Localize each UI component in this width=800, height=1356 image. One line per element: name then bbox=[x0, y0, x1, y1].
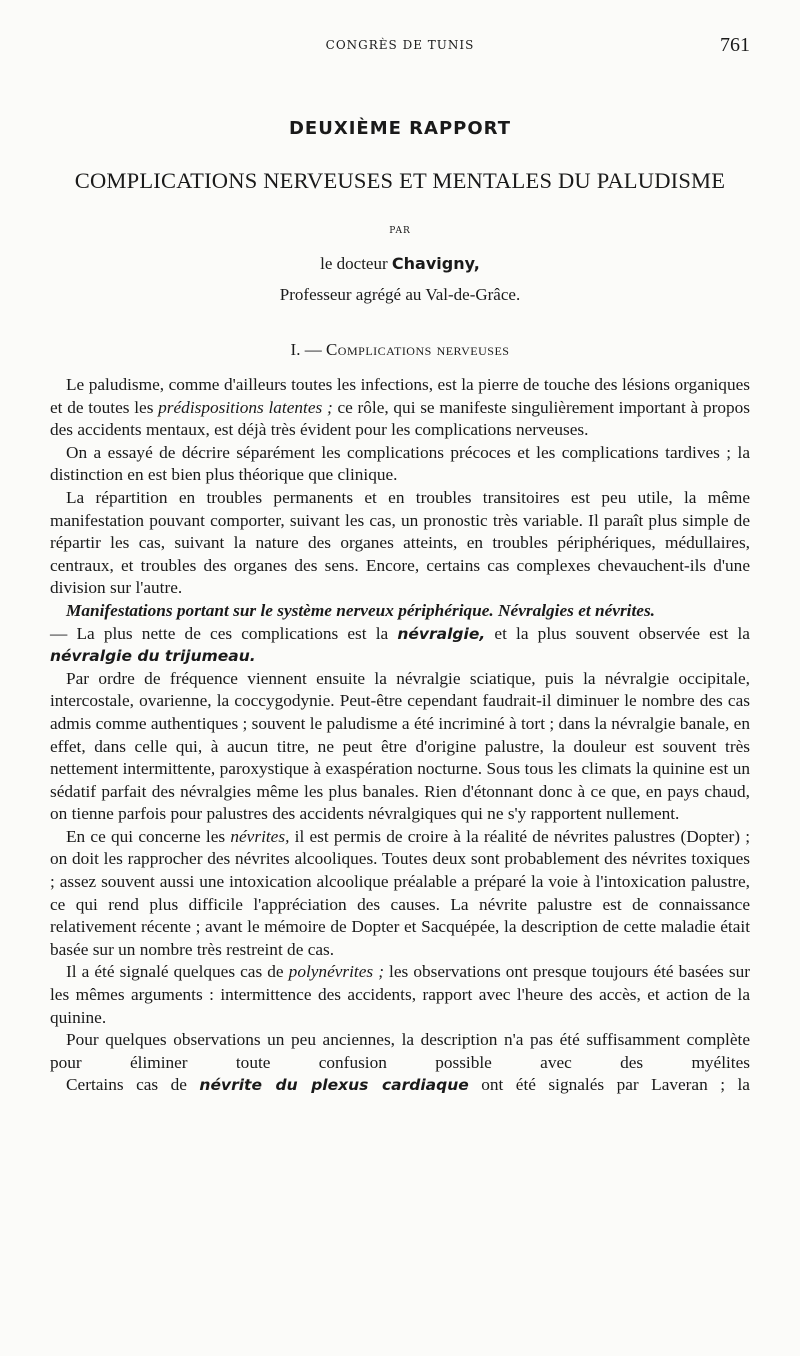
paragraph-7-text-a: En ce qui concerne les bbox=[66, 826, 231, 846]
paragraph-9: Pour quelques observations un peu anciennes, la description n'a pas été suffisamment complète pour éliminer toute confusion possible avec des myélites bbox=[50, 1030, 750, 1072]
paragraph-5-text-c: et la plus souvent observée est la bbox=[485, 623, 750, 643]
paragraph-5-text-a: — La plus nette de ces complications est la bbox=[50, 623, 398, 643]
paragraph-8-text-c: les observations ont presque toujours été basées sur les mêmes arguments : intermittence des accidents, rapport avec l'heure des accès, et action de la quinine. bbox=[50, 962, 750, 1027]
paragraph-2: On a essayé de décrire séparément les complications précoces et les complications tardives ; la distinction en est bien plus théorique que clinique. bbox=[50, 442, 750, 485]
body-text bbox=[50, 374, 750, 1097]
paragraph-5-bold-italic-1: névralgie, bbox=[397, 624, 486, 643]
paragraph-10-text-a: Certains cas de bbox=[66, 1075, 200, 1095]
report-title: COMPLICATIONS NERVEUSES ET MENTALES DU PALUDISME bbox=[74, 168, 726, 193]
author-line bbox=[0, 254, 800, 274]
paragraph-8-italic: polynévrites ; bbox=[288, 962, 384, 982]
running-head bbox=[0, 34, 800, 58]
by-line: PAR bbox=[389, 226, 411, 236]
page-number: 761 bbox=[720, 34, 750, 56]
report-number: DEUXIÈME RAPPORT bbox=[288, 118, 511, 139]
running-title: CONGRÈS DE TUNIS bbox=[325, 38, 475, 52]
paragraph-7-text-c: il est permis de croire à la réalité de névrites palustres (Dopter) ; on doit les rapprocher des névrites alcooliques. Toutes deux sont probablement des névrites toxiques ; assez souvent aussi une intoxication alcoolique préalable a préparé la voie à l'intoxication palustre, ce qui rend plus difficile l'appréciation des causes. La névrite palustre est de connaissance relativement récente ; avant le mémoire de Dopter et Sacquépée, la description de cette maladie était basée sur un nombre très restreint de cas. bbox=[50, 826, 750, 959]
paragraph-5-bold-italic-2: névralgie du trijumeau. bbox=[50, 647, 256, 666]
paragraph-7-italic: névrites, bbox=[230, 826, 290, 846]
paragraph-10-text-c: ont été signalés par Laveran ; la bbox=[468, 1075, 750, 1095]
paragraph-8 bbox=[50, 961, 750, 1029]
paragraph-5 bbox=[50, 623, 750, 668]
author-prefix: le docteur bbox=[320, 254, 392, 273]
paragraph-1 bbox=[50, 374, 750, 442]
paragraph-10-bold-italic: névrite du plexus cardiaque bbox=[199, 1076, 469, 1095]
author-name: Chavigny, bbox=[391, 254, 480, 273]
paragraph-1-text-a: Le paludisme, comme d'ailleurs toutes les infections, est la pierre de touche des lésions organiques et de toutes les bbox=[50, 375, 750, 417]
paragraph-1-italic: prédispositions latentes ; bbox=[158, 397, 333, 417]
paragraph-3: La répartition en troubles permanents et en troubles transitoires est peu utile, la même manifestation pouvant comporter, suivant les cas, un pronostic très variable. Il paraît plus simple de répartir les cas, suivant la nature des organes atteints, en troubles périphériques, médullaires, centraux, et troubles des organes des sens. Encore, certains cas complexes chevauchent-ils d'une division sur l'autre. bbox=[50, 487, 750, 598]
paragraph-6: Par ordre de fréquence viennent ensuite la névralgie sciatique, puis la névralgie occipitale, intercostale, ovarienne, la coccygodynie. Peut-être cependant faudrait-il diminuer le nombre des cas admis comme authentiques ; souvent le paludisme a été incriminé à tort ; dans la névralgie banale, en effet, dans celle qui, à aucun titre, ne peut être d'origine palustre, la douleur est souvent très nettement intermittente, paroxystique à exaspération nocturne. Sous tous les climats la quinine est un sédatif parfait des névralgies même les plus banales. Rien d'étonnant donc à ce que, en pays chaud, on tienne parfois pour palustres des accidents névralgiques qui ne s'y rapportent nullement. bbox=[50, 668, 750, 824]
section-number: I. — bbox=[290, 340, 326, 359]
paragraph-8-text-a: Il a été signalé quelques cas de bbox=[66, 962, 289, 982]
subsection-heading: Manifestations portant sur le système nerveux périphérique. Névralgies et névrites. bbox=[66, 600, 655, 620]
paragraph-7 bbox=[50, 826, 750, 962]
section-heading bbox=[0, 340, 800, 360]
section-title: Complications nerveuses bbox=[325, 340, 510, 359]
paragraph-10 bbox=[50, 1074, 750, 1097]
paragraph-1-text-c: ce rôle, qui se manifeste singulièrement important à propos des accidents mentaux, est déjà très évident pour les complications nerveuses. bbox=[50, 397, 750, 440]
author-affiliation: Professeur agrégé au Val-de-Grâce. bbox=[279, 285, 521, 304]
